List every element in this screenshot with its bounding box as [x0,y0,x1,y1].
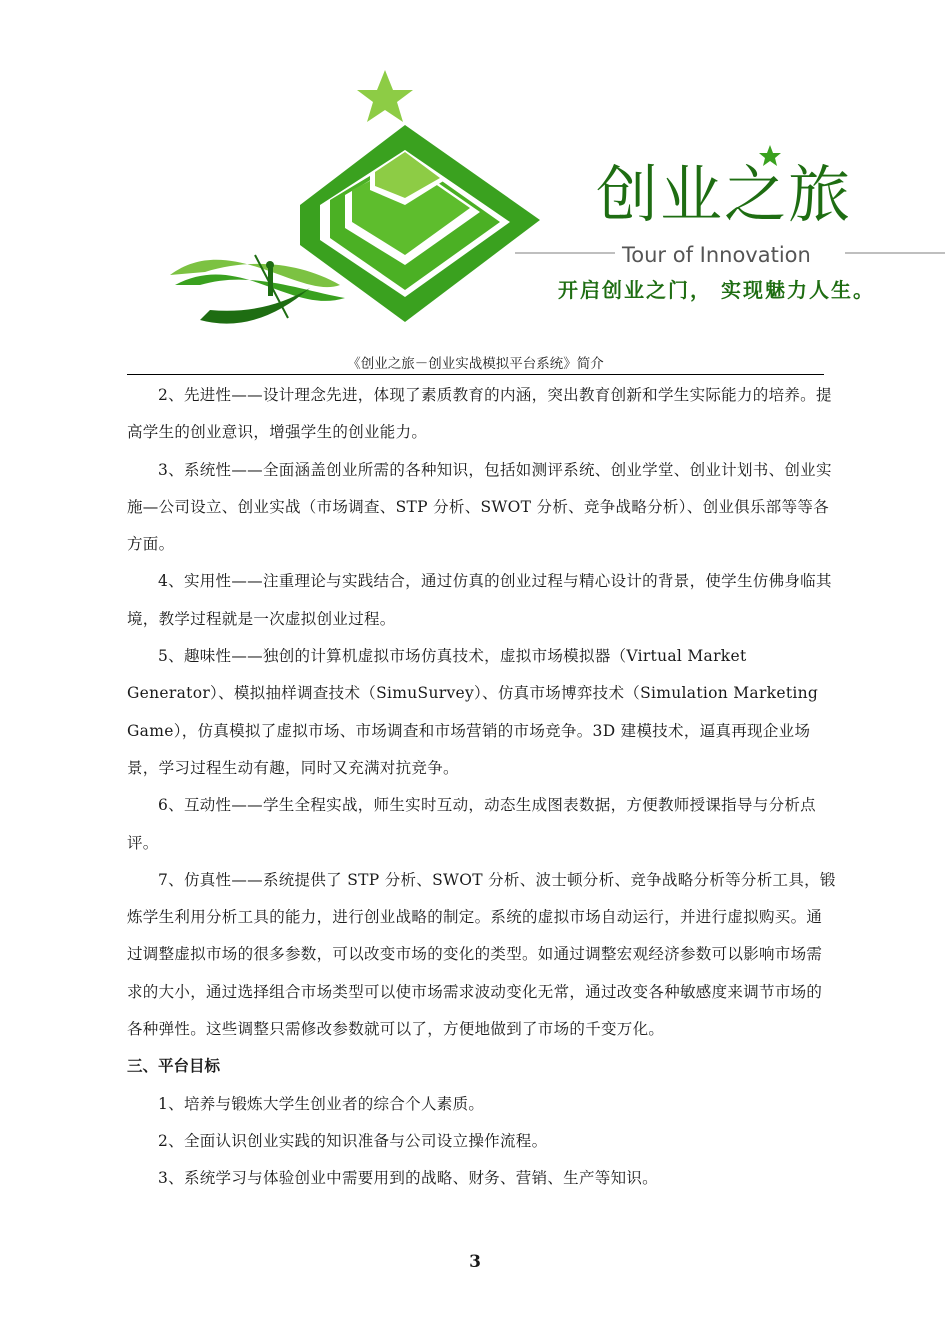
document-header-title: 《创业之旅－创业实战模拟平台系统》简介 [347,356,604,372]
section-heading-platform-goals: 三、平台目标 [127,1057,221,1076]
header-divider [127,374,824,375]
brand-logo [0,0,950,345]
logo-slogan: 开启创业之门， 实现魅力人生。 [558,278,875,302]
page-number: 3 [469,1252,481,1272]
paragraph-simulation: 7、仿真性——系统提供了 STP 分析、SWOT 分析、波士顿分析、竞争战略分析等分析工具，锻炼学生利用分析工具的能力，进行创业战略的制定。系统的虚拟市场自动运行，并进行虚拟购买。通过调整虚拟市场的很多参数，可以改变市场的变化的类型。如通过调整宏观经济参数可以影响市场需求的大小，通过选择组合市场类型可以使市场需求波动变化无常，通过改变各种敏感度来调节市场的各种弹性。这些调整只需修改参数就可以了，方便地做到了市场的千变万化。 [127,870,836,1039]
paragraph-systematic: 3、系统性——全面涵盖创业所需的各种知识，包括如测评系统、创业学堂、创业计划书、创业实施—公司设立、创业实战（市场调查、STP 分析、SWOT 分析、竞争战略分析）、创业俱乐部等等各方面。 [127,460,832,554]
logo-graphic [0,0,950,345]
goal-item-3: 3、系统学习与体验创业中需要用到的战略、财务、营销、生产等知识。 [158,1169,658,1188]
paragraph-practical: 4、实用性——注重理论与实践结合，通过仿真的创业过程与精心设计的背景，使学生仿佛身临其境，教学过程就是一次虚拟创业过程。 [127,572,832,628]
logo-star-icon [357,70,413,122]
logo-brand-english: Tour of Innovation [622,243,811,267]
paragraph-interesting: 5、趣味性——独创的计算机虚拟市场仿真技术，虚拟市场模拟器（Virtual Market Generator）、模拟抽样调查技术（SimuSurvey）、仿真市场博弈技术（Simulation Marketing Game），仿真模拟了虚拟市场、市场调查和市场营销的市场竞争。3D 建模技术，逼真再现企业场景，学习过程生动有趣，同时又充满对抗竞争。 [127,647,819,777]
paragraph-advanced: 2、先进性——设计理念先进，体现了素质教育的内涵，突出教育创新和学生实际能力的培养。提高学生的创业意识，增强学生的创业能力。 [127,386,832,442]
logo-brand-name: 创业之旅 [596,158,853,231]
document-body [127,377,837,1198]
goal-item-2: 2、全面认识创业实践的知识准备与公司设立操作流程。 [158,1131,548,1150]
paragraph-interactive: 6、互动性——学生全程实战，师生实时互动，动态生成图表数据，方便教师授课指导与分析点评。 [127,796,816,852]
goal-item-1: 1、培养与锻炼大学生创业者的综合个人素质。 [158,1094,485,1113]
